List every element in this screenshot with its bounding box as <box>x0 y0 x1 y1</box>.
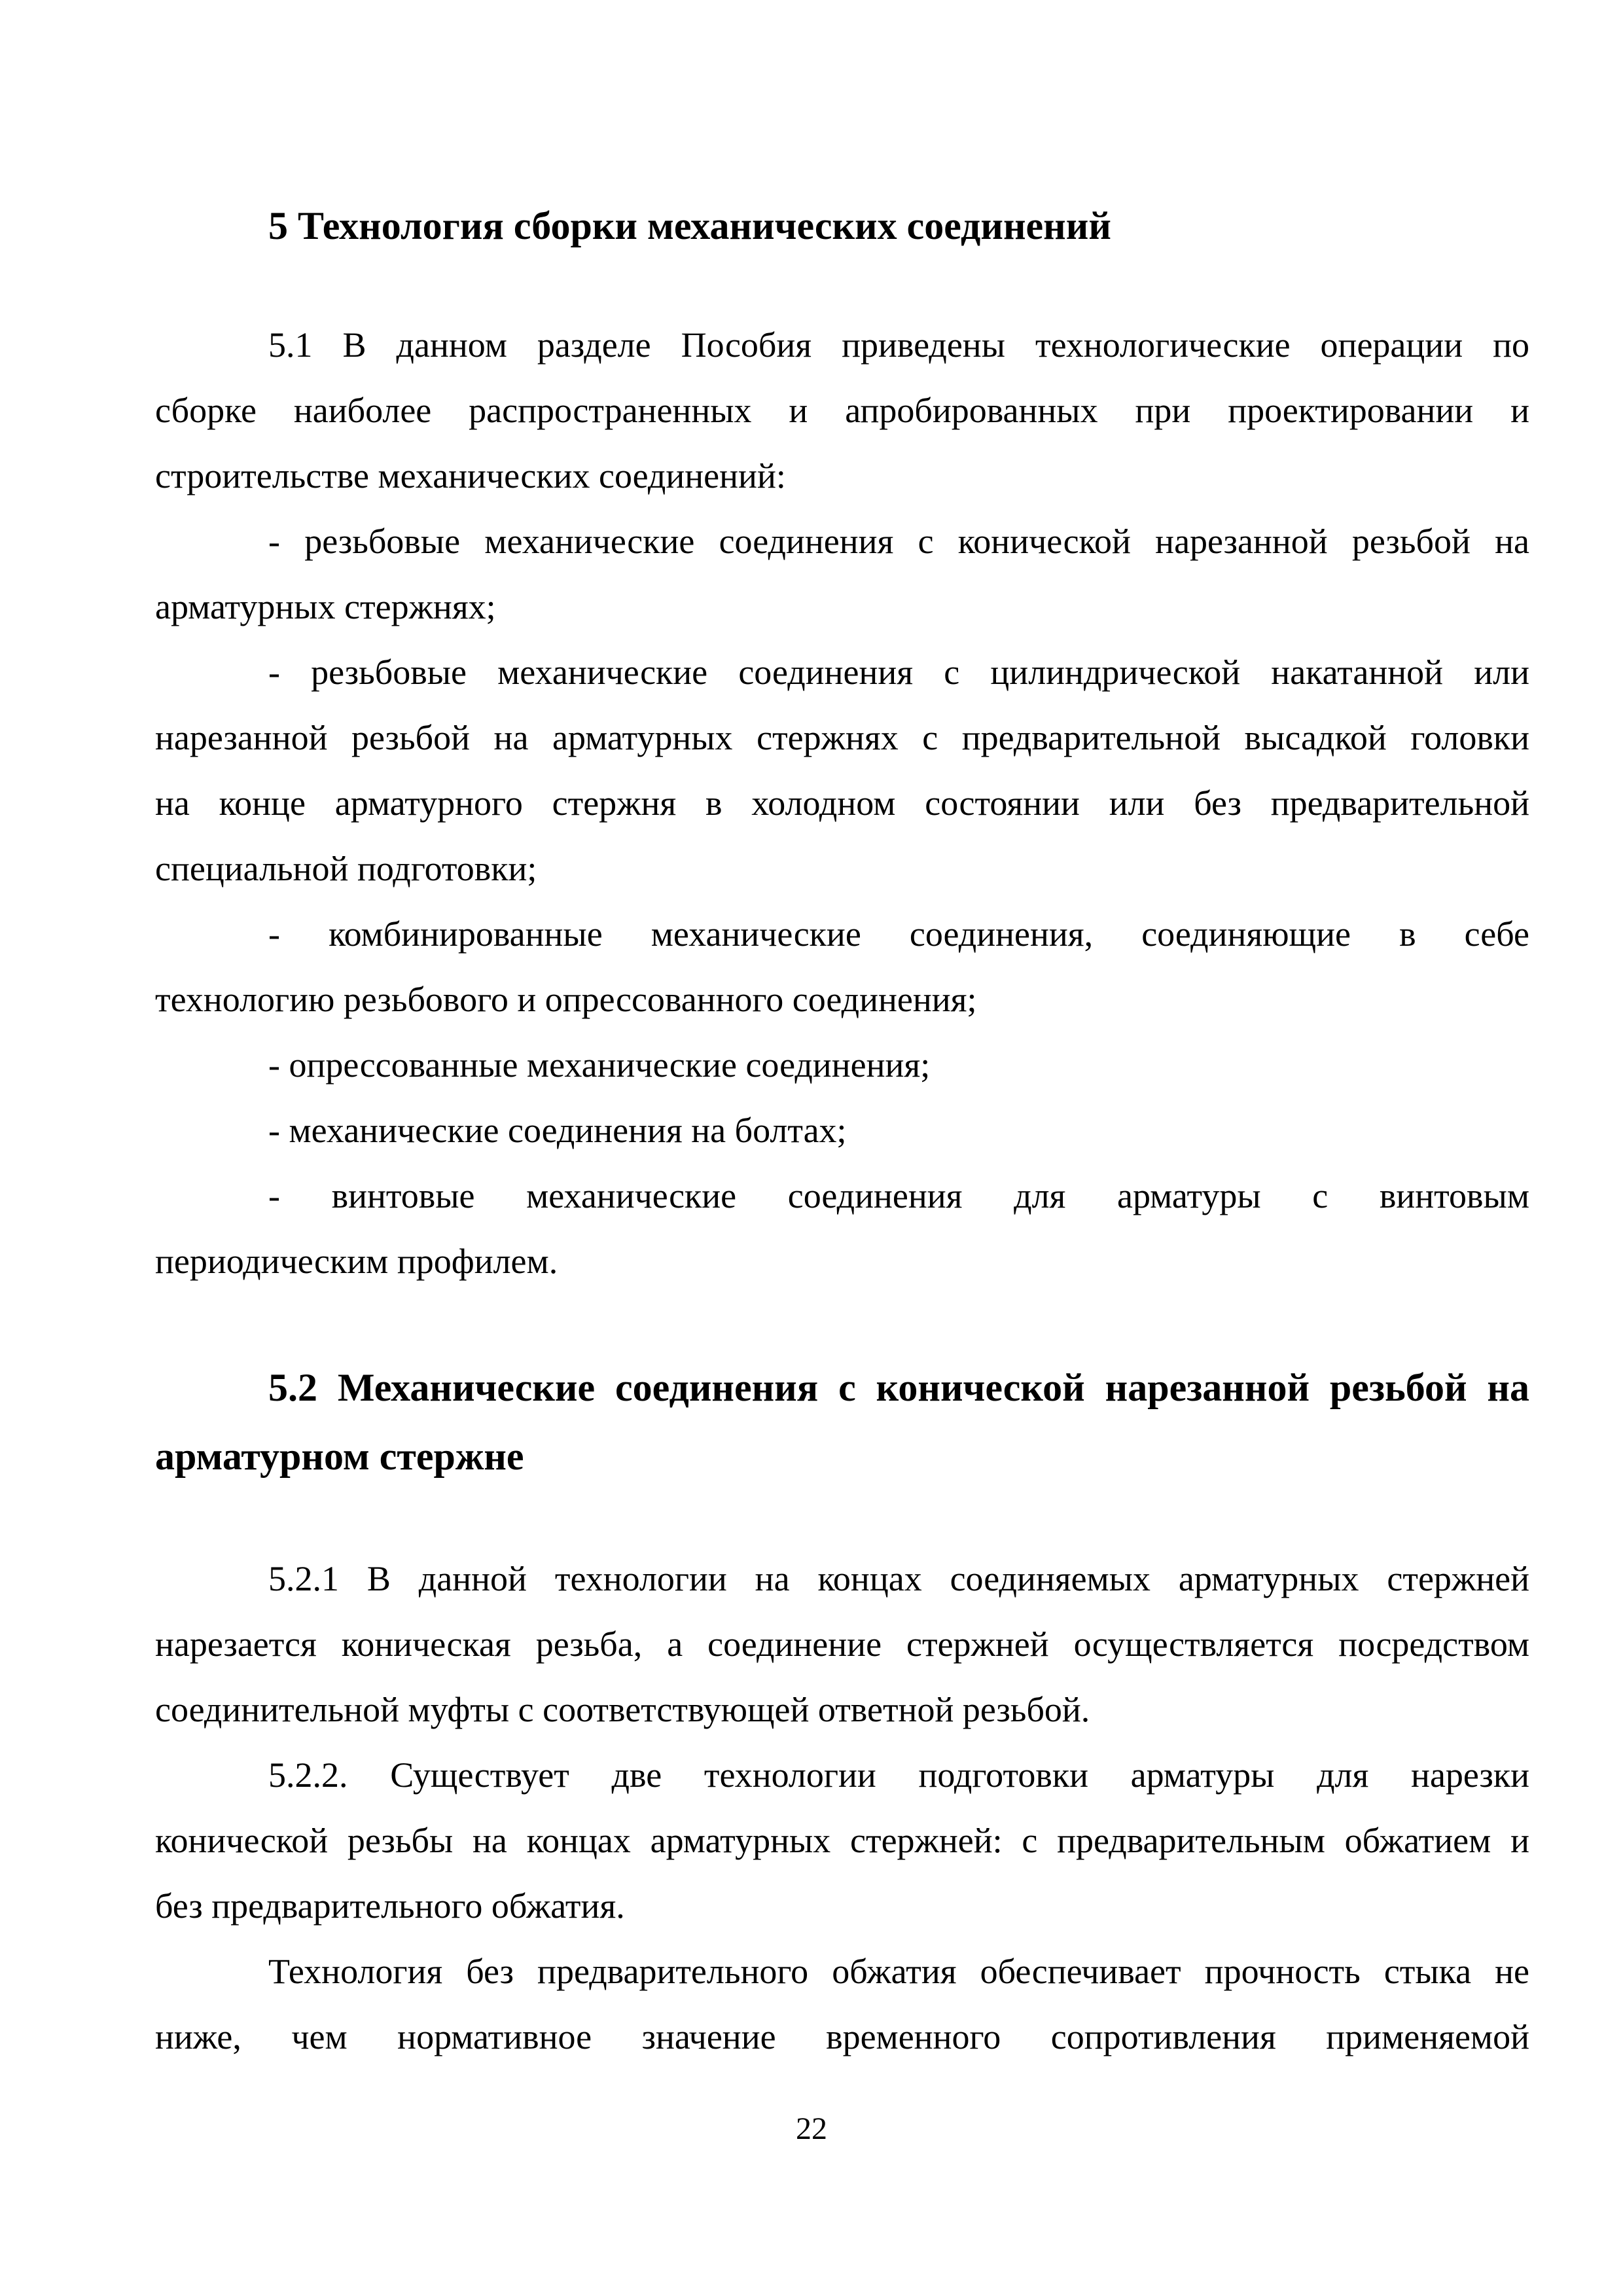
section-heading-5: 5 Технология сборки механических соединений <box>268 204 1111 247</box>
text-line: нарезанной резьбой на арматурных стержнях с предварительной высадкой головки <box>155 718 1529 757</box>
text-line: соединительной муфты с соответствующей ответной резьбой. <box>155 1690 1090 1729</box>
text-line: 5.2.2. Существует две технологии подготовки арматуры для нарезки <box>268 1755 1529 1795</box>
text-line: ниже, чем нормативное значение временного сопротивления применяемой <box>155 2017 1529 2056</box>
text-line: - винтовые механические соединения для арматуры с винтовым <box>268 1176 1529 1215</box>
text-line: специальной подготовки; <box>155 849 537 888</box>
page-number: 22 <box>796 2111 827 2146</box>
text-line: арматурных стержнях; <box>155 587 496 626</box>
text-line: на конце арматурного стержня в холодном состоянии или без предварительной <box>155 783 1529 823</box>
text-line: - резьбовые механические соединения с конической нарезанной резьбой на <box>268 522 1529 561</box>
heading-line: арматурном стержне <box>155 1435 524 1478</box>
text-line: без предварительного обжатия. <box>155 1886 625 1926</box>
text-line: нарезается коническая резьба, а соединение стержней осуществляется посредством <box>155 1624 1529 1664</box>
list-item: - опрессованные механические соединения; <box>268 1045 931 1085</box>
text-line: технологию резьбового и опрессованного соединения; <box>155 980 977 1019</box>
text-line: 5.2.1 В данной технологии на концах соединяемых арматурных стержней <box>268 1559 1529 1598</box>
text-line: - резьбовые механические соединения с цилиндрической накатанной или <box>268 653 1529 692</box>
text-line: Технология без предварительного обжатия обеспечивает прочность стыка не <box>268 1952 1529 1991</box>
text-line: сборке наиболее распространенных и апробированных при проектировании и <box>155 391 1529 430</box>
list-item: - механические соединения на болтах; <box>268 1111 847 1150</box>
text-line: - комбинированные механические соединения, соединяющие в себе <box>268 914 1529 954</box>
text-line: периодическим профилем. <box>155 1242 558 1281</box>
text-line: строительстве механических соединений: <box>155 456 786 495</box>
text-line: 5.1 В данном разделе Пособия приведены технологические операции по <box>268 325 1529 365</box>
text-line: конической резьбы на концах арматурных стержней: с предварительным обжатием и <box>155 1821 1529 1860</box>
heading-line: 5.2 Механические соединения с конической нарезанной резьбой на <box>268 1366 1529 1409</box>
